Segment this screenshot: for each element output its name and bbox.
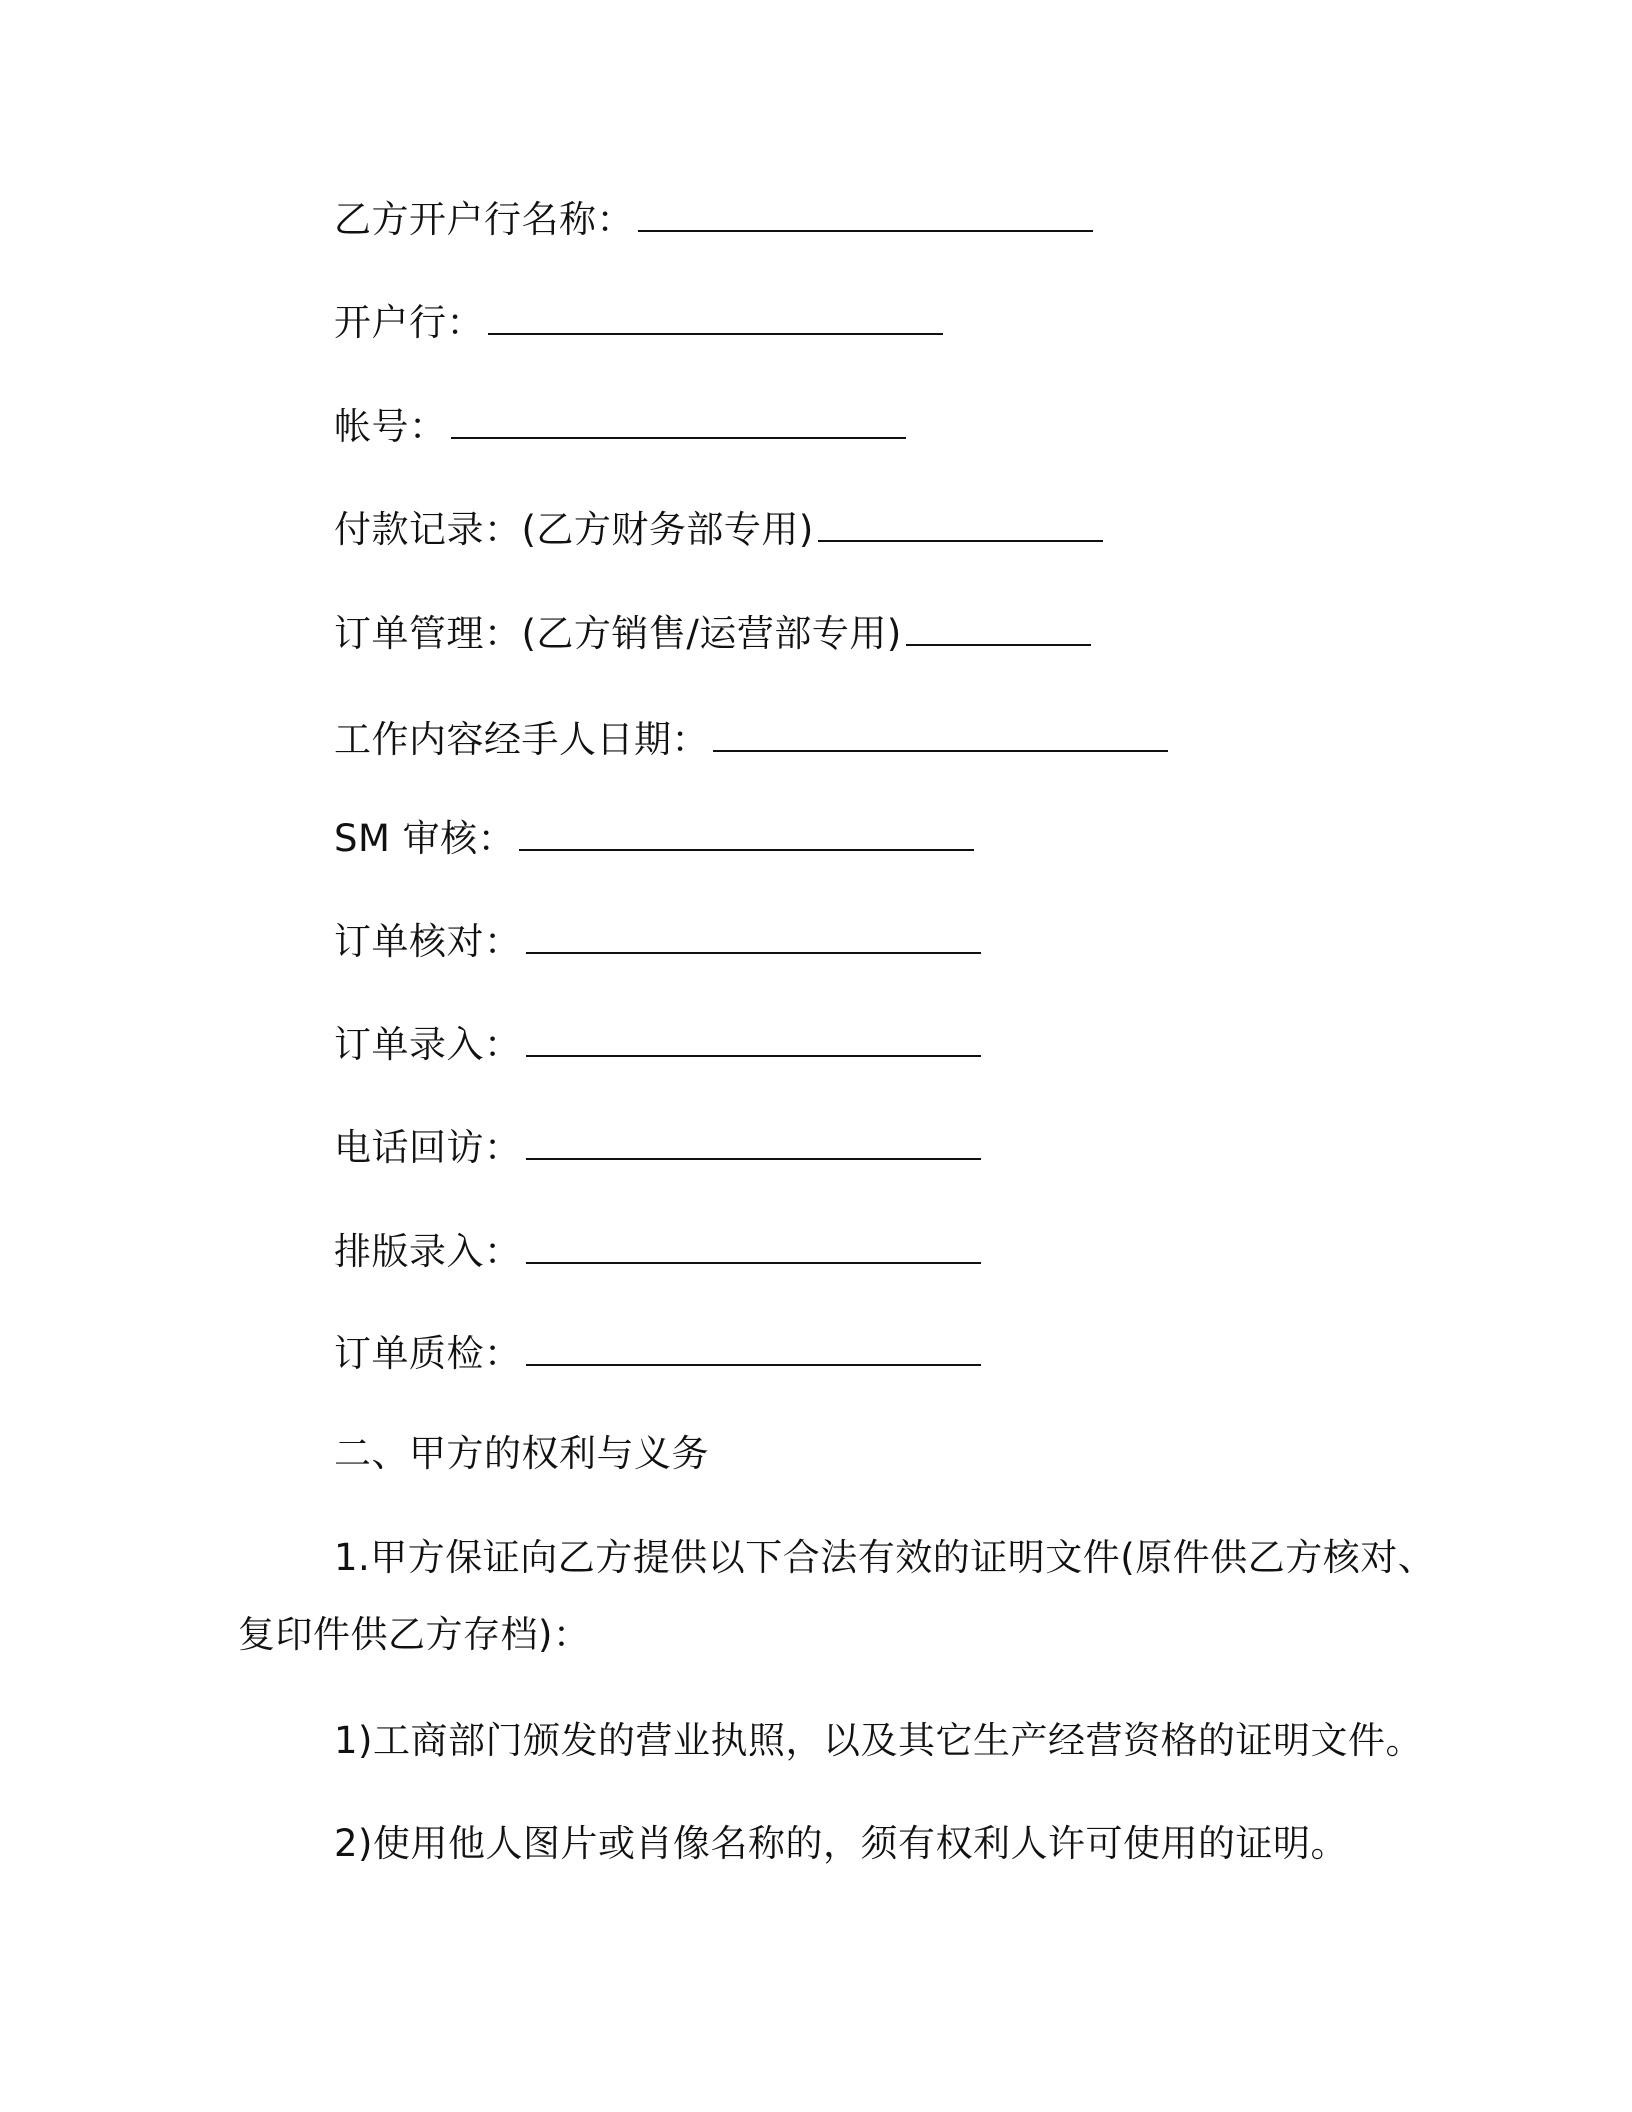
paragraph-1-line-2: 复印件供乙方存档)： [238,1613,591,1656]
fill-in-blank[interactable] [526,1228,981,1264]
fill-in-blank[interactable] [638,196,1093,232]
field-account [334,403,906,450]
paragraph-1-line-1: 1.甲方保证向乙方提供以下合法有效的证明文件(原件供乙方核对、 [334,1536,1436,1579]
field-label: 帐号： [334,405,447,448]
field-handler-date [334,716,1168,763]
field-order-check [334,918,981,965]
fill-in-blank[interactable] [526,1021,981,1057]
field-label: 订单录入： [334,1023,522,1066]
paragraph-3: 2)使用他人图片或肖像名称的，须有权利人许可使用的证明。 [334,1822,1348,1865]
fill-in-blank[interactable] [713,716,1168,752]
fill-in-blank[interactable] [906,610,1091,646]
field-label: 付款记录：(乙方财务部专用) [334,508,814,551]
fill-in-blank[interactable] [519,815,974,851]
fill-in-blank[interactable] [526,1124,981,1160]
field-label: 订单管理：(乙方销售/运营部专用) [334,612,902,655]
field-layout-entry [334,1228,981,1275]
field-phone-followup [334,1124,981,1171]
field-label: 订单核对： [334,920,522,963]
field-bank [334,299,943,346]
section-heading: 二、甲方的权利与义务 [334,1432,709,1475]
fill-in-blank[interactable] [526,918,981,954]
field-sm-review [334,815,974,862]
field-label: 排版录入： [334,1230,522,1273]
field-label: 工作内容经手人日期： [334,718,709,761]
field-order-management [334,610,1091,657]
field-label: 开户行： [334,301,484,344]
field-label: 电话回访： [334,1126,522,1169]
paragraph-2: 1)工商部门颁发的营业执照，以及其它生产经营资格的证明文件。 [334,1719,1423,1762]
field-label: 订单质检： [334,1332,522,1375]
field-label: 乙方开户行名称： [334,198,634,241]
fill-in-blank[interactable] [451,403,906,439]
fill-in-blank[interactable] [818,506,1103,542]
field-label: SM 审核： [334,817,516,860]
field-order-qc [334,1330,981,1377]
fill-in-blank[interactable] [526,1330,981,1366]
fill-in-blank[interactable] [488,299,943,335]
field-payment-record [334,506,1103,553]
field-order-entry [334,1021,981,1068]
field-bank-name [334,196,1093,243]
